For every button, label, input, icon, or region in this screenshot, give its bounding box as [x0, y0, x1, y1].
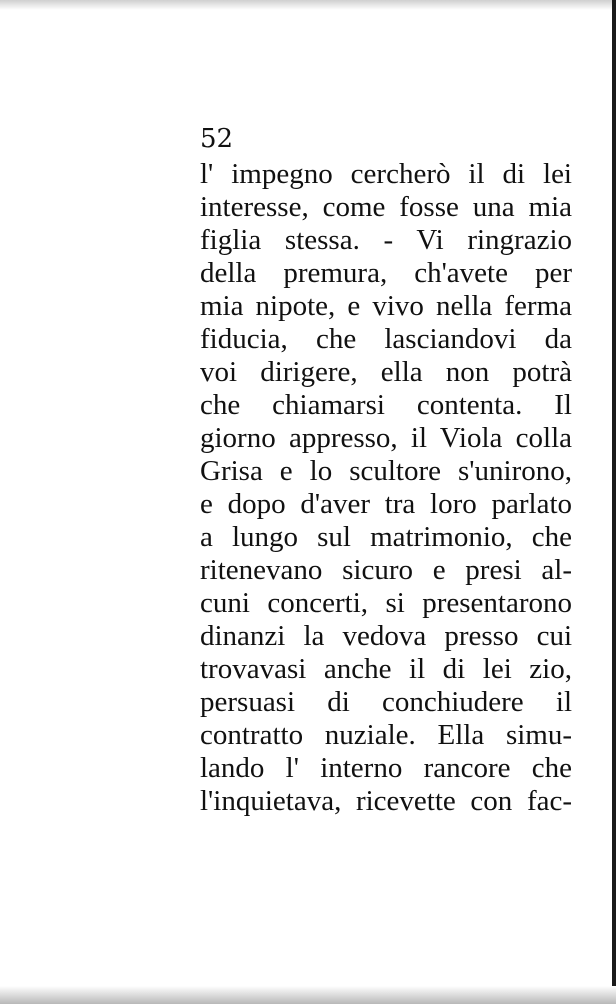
- text-line: fiducia, che lasciandovi da: [200, 323, 572, 355]
- text-line: cuni concerti, si presentarono: [200, 587, 572, 619]
- text-line: l'inquietava, ricevette con fac-: [200, 785, 572, 817]
- text-line: che chiamarsi contenta. Il: [200, 389, 572, 421]
- page-bottom-edge-shadow: [0, 986, 616, 1004]
- text-line: lando l' interno rancore che: [200, 752, 572, 784]
- text-line: mia nipote, e vivo nella ferma: [200, 290, 572, 322]
- text-line: ritenevano sicuro e presi al-: [200, 554, 572, 586]
- text-line: dinanzi la vedova presso cui: [200, 620, 572, 652]
- text-line: contratto nuziale. Ella simu-: [200, 719, 572, 751]
- body-text: [200, 158, 572, 818]
- page-right-edge: [612, 0, 616, 1004]
- text-line: figlia stessa. - Vi ringrazio: [200, 224, 572, 256]
- text-line: trovavasi anche il di lei zio,: [200, 653, 572, 685]
- page-number: 52: [200, 124, 234, 154]
- text-line: Grisa e lo scultore s'unirono,: [200, 455, 572, 487]
- text-line: della premura, ch'avete per: [200, 257, 572, 289]
- text-line: a lungo sul matrimonio, che: [200, 521, 572, 553]
- text-line: persuasi di conchiudere il: [200, 686, 572, 718]
- text-line: voi dirigere, ella non potrà: [200, 356, 572, 388]
- page-top-edge-shadow: [0, 0, 616, 10]
- text-line: giorno appresso, il Viola colla: [200, 422, 572, 454]
- text-line: interesse, come fosse una mia: [200, 191, 572, 223]
- text-line: e dopo d'aver tra loro parlato: [200, 488, 572, 520]
- text-line: l' impegno cercherò il di lei: [200, 158, 572, 190]
